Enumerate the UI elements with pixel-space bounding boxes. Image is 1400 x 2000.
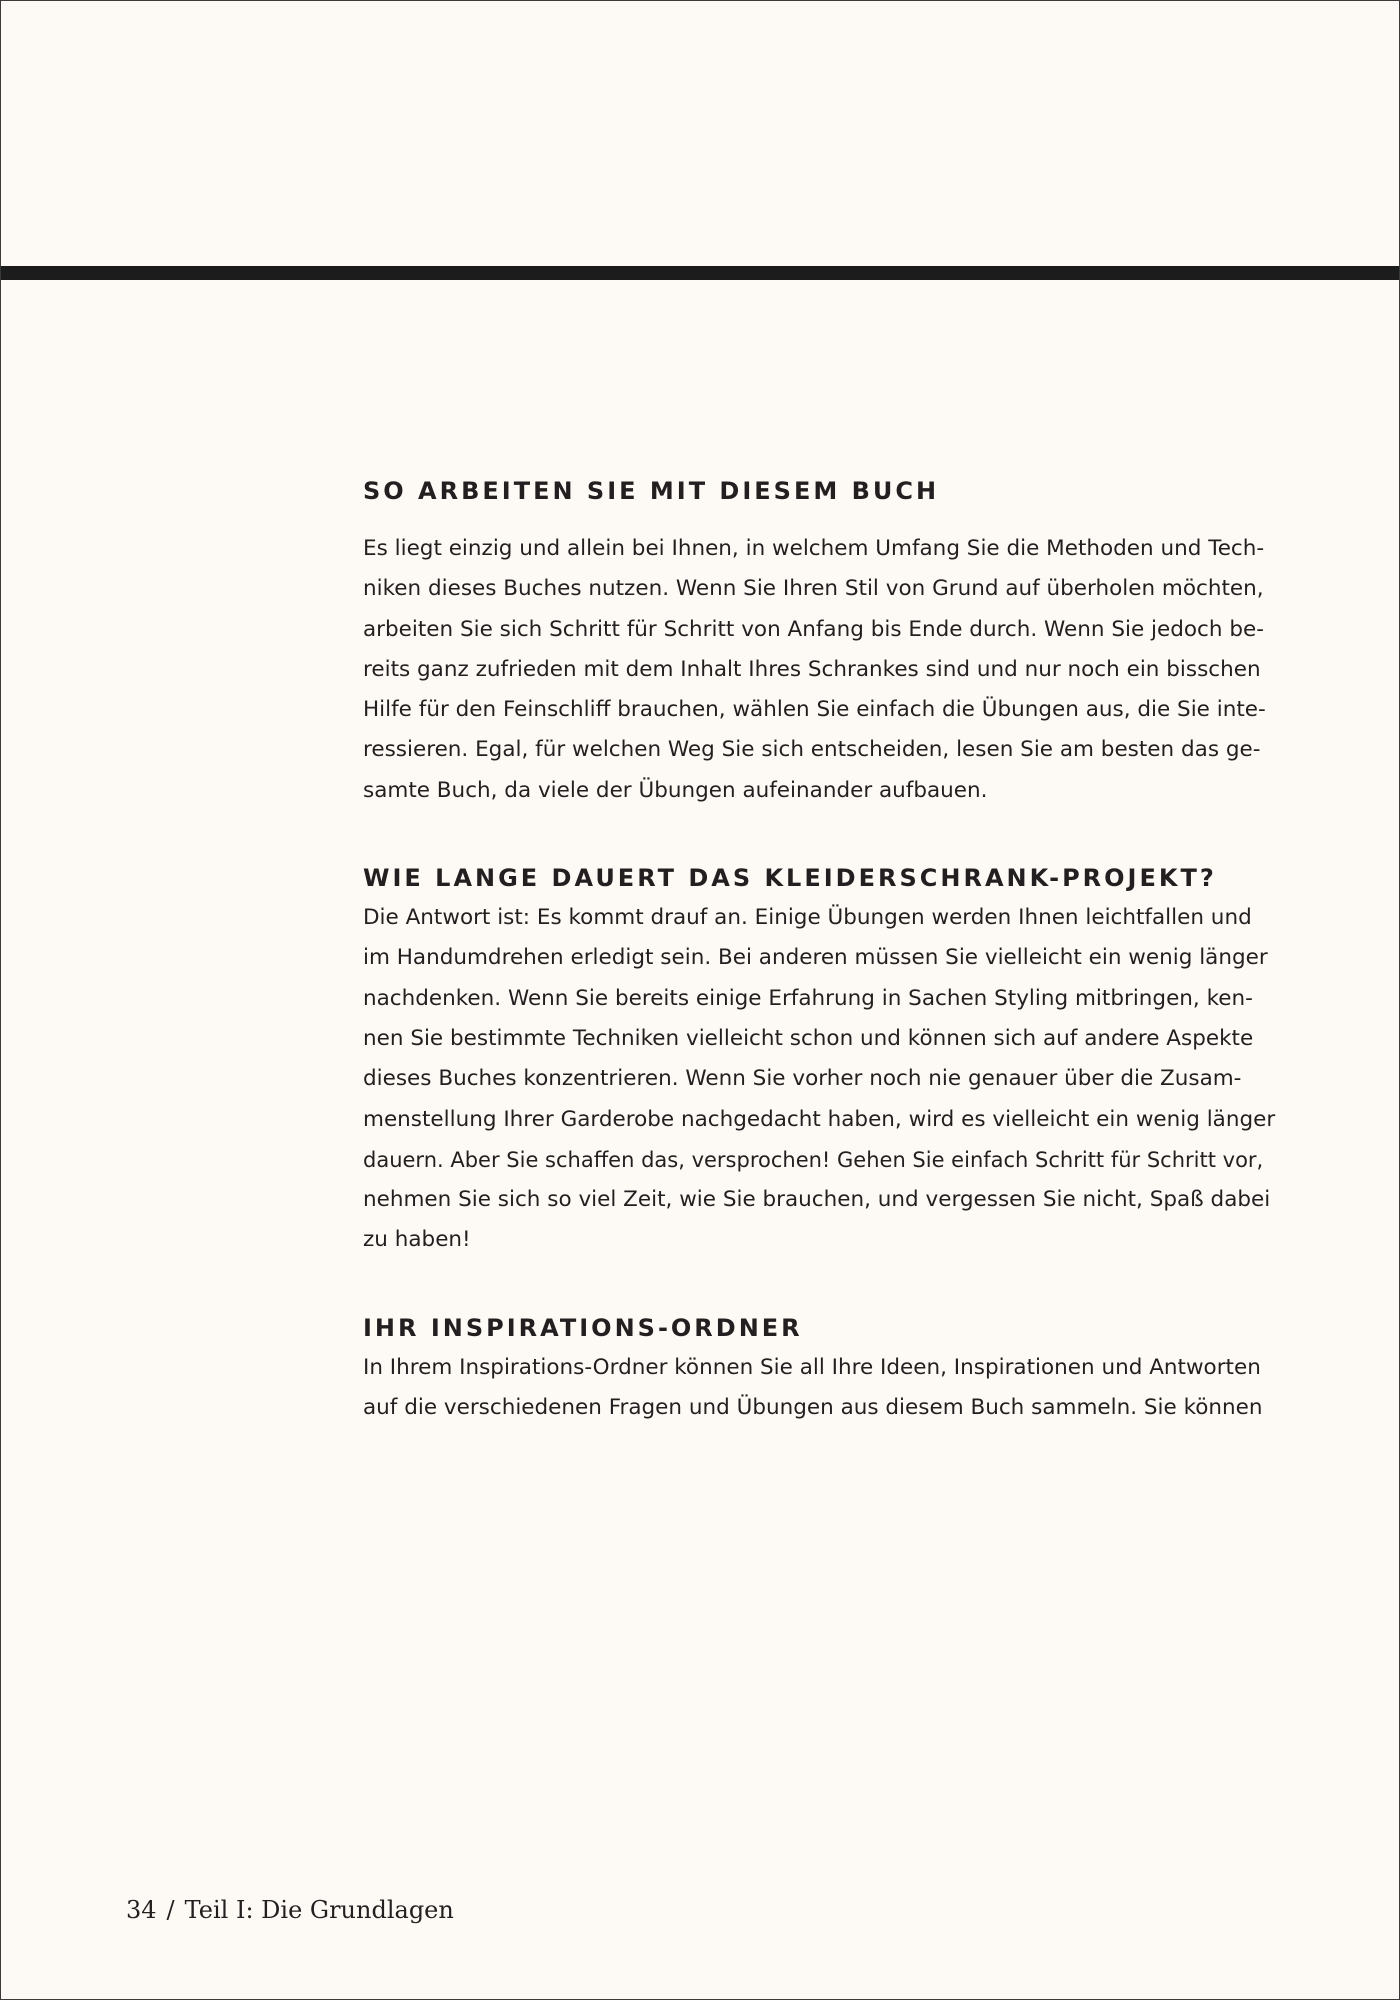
- section-paragraph: [363, 898, 1283, 1261]
- text-line: menstellung Ihrer Garderobe nachgedacht haben, wird es vielleicht ein wenig länger: [363, 1106, 1276, 1132]
- text-line: nen Sie bestimmte Techniken vielleicht schon und können sich auf andere Aspekte: [363, 1025, 1254, 1051]
- top-rule-divider: [1, 266, 1399, 280]
- main-text-column: [363, 471, 1283, 1428]
- section-heading: WIE LANGE DAUERT DAS KLEIDERSCHRANK-PROJEKT?: [363, 864, 1217, 893]
- text-line: Es liegt einzig und allein bei Ihnen, in welchem Umfang Sie die Methoden und Tech-: [363, 536, 1265, 561]
- part-title: Teil I: Die Grundlagen: [184, 1896, 454, 1924]
- text-line: auf die verschiedenen Fragen und Übungen aus diesem Buch sammeln. Sie können: [363, 1395, 1263, 1421]
- text-line: niken dieses Buches nutzen. Wenn Sie Ihren Stil von Grund auf überholen möchten,: [363, 576, 1264, 602]
- text-line: arbeiten Sie sich Schritt für Schritt von Anfang bis Ende durch. Wenn Sie jedoch be-: [363, 616, 1264, 642]
- section-heading: IHR INSPIRATIONS-ORDNER: [363, 1313, 803, 1342]
- text-line: im Handumdrehen erledigt sein. Bei anderen müssen Sie vielleicht ein wenig länger: [363, 945, 1268, 971]
- footer-separator: /: [166, 1896, 175, 1924]
- text-line: dieses Buches konzentrieren. Wenn Sie vorher noch nie genauer über die Zusam-: [363, 1066, 1242, 1092]
- text-line: In Ihrem Inspirations-Ordner können Sie all Ihre Ideen, Inspirationen und Antworten: [363, 1354, 1261, 1380]
- section-paragraph: [363, 529, 1283, 811]
- text-line: samte Buch, da viele der Übungen aufeinander aufbauen.: [363, 777, 988, 803]
- text-line: ressieren. Egal, für welchen Weg Sie sich entscheiden, lesen Sie am besten das ge-: [363, 737, 1261, 763]
- text-line: nehmen Sie sich so viel Zeit, wie Sie brauchen, und vergessen Sie nicht, Spaß dabei: [363, 1187, 1271, 1213]
- text-line: Hilfe für den Feinschliff brauchen, wählen Sie einfach die Übungen aus, die Sie inte-: [363, 697, 1266, 723]
- page-footer: [126, 1896, 454, 1924]
- section-paragraph: [363, 1348, 1283, 1429]
- text-line: Die Antwort ist: Es kommt drauf an. Einige Übungen werden Ihnen leichtfallen und: [363, 905, 1252, 931]
- text-line: nachdenken. Wenn Sie bereits einige Erfahrung in Sachen Styling mitbringen, ken-: [363, 985, 1253, 1011]
- section-heading: SO ARBEITEN SIE MIT DIESEM BUCH: [363, 477, 940, 505]
- text-line: zu haben!: [363, 1227, 471, 1253]
- text-line: reits ganz zufrieden mit dem Inhalt Ihres Schrankes sind und nur noch ein bisschen: [363, 656, 1261, 682]
- page-number: 34: [126, 1896, 157, 1924]
- text-line: dauern. Aber Sie schaffen das, versprochen! Gehen Sie einfach Schritt für Schritt vor,: [363, 1147, 1264, 1172]
